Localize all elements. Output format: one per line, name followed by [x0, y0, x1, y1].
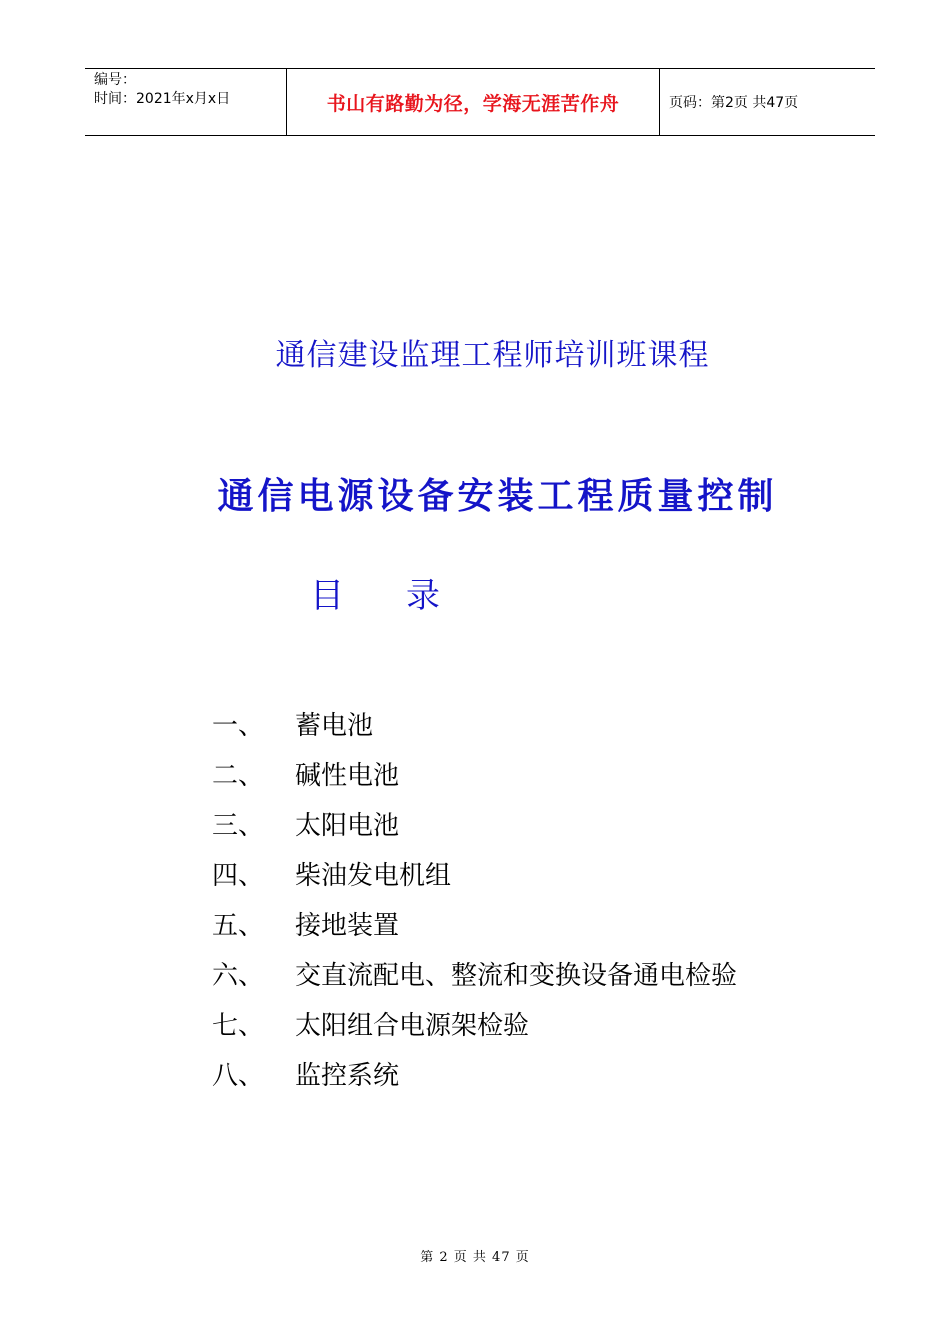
toc-item-number: 四、 [212, 860, 265, 891]
toc-item-label: 交直流配电、整流和变换设备通电检验 [295, 960, 738, 991]
header-motto: 书山有路勤为径，学海无涯苦作舟 [286, 69, 660, 135]
toc-item [212, 948, 737, 998]
table-of-contents [212, 698, 737, 1098]
toc-item-number: 二、 [212, 760, 265, 791]
toc-item-label: 碱性电池 [295, 760, 400, 791]
toc-item-label: 蓄电池 [295, 710, 374, 741]
serial-label: 编号： [94, 72, 136, 88]
main-title: 通信电源设备安装工程质量控制 [217, 476, 778, 517]
toc-item [212, 848, 737, 898]
toc-item-label: 太阳电池 [295, 810, 400, 841]
toc-item [212, 998, 737, 1048]
toc-item-number: 三、 [212, 810, 265, 841]
toc-item-label: 接地装置 [295, 910, 400, 941]
course-title: 通信建设监理工程师培训班课程 [275, 338, 710, 373]
toc-item-label: 太阳组合电源架检验 [295, 1010, 530, 1041]
toc-item [212, 748, 737, 798]
toc-item-number: 七、 [212, 1010, 265, 1041]
toc-item-number: 一、 [212, 710, 265, 741]
toc-item-label: 监控系统 [295, 1060, 400, 1091]
header-page-info: 页码：第2页 共47页 [669, 95, 799, 111]
toc-item-label: 柴油发电机组 [295, 860, 452, 891]
toc-item [212, 798, 737, 848]
toc-item-number: 六、 [212, 960, 265, 991]
page-header [85, 68, 875, 136]
toc-item [212, 1048, 737, 1098]
page-footer: 第 2 页 共 47 页 [420, 1250, 530, 1265]
toc-item [212, 698, 737, 748]
header-meta [85, 69, 286, 135]
time-label: 时间：2021年x月x日 [94, 91, 231, 107]
toc-item [212, 898, 737, 948]
toc-title: 目录 [310, 576, 502, 616]
toc-item-number: 五、 [212, 910, 265, 941]
toc-item-number: 八、 [212, 1060, 265, 1091]
